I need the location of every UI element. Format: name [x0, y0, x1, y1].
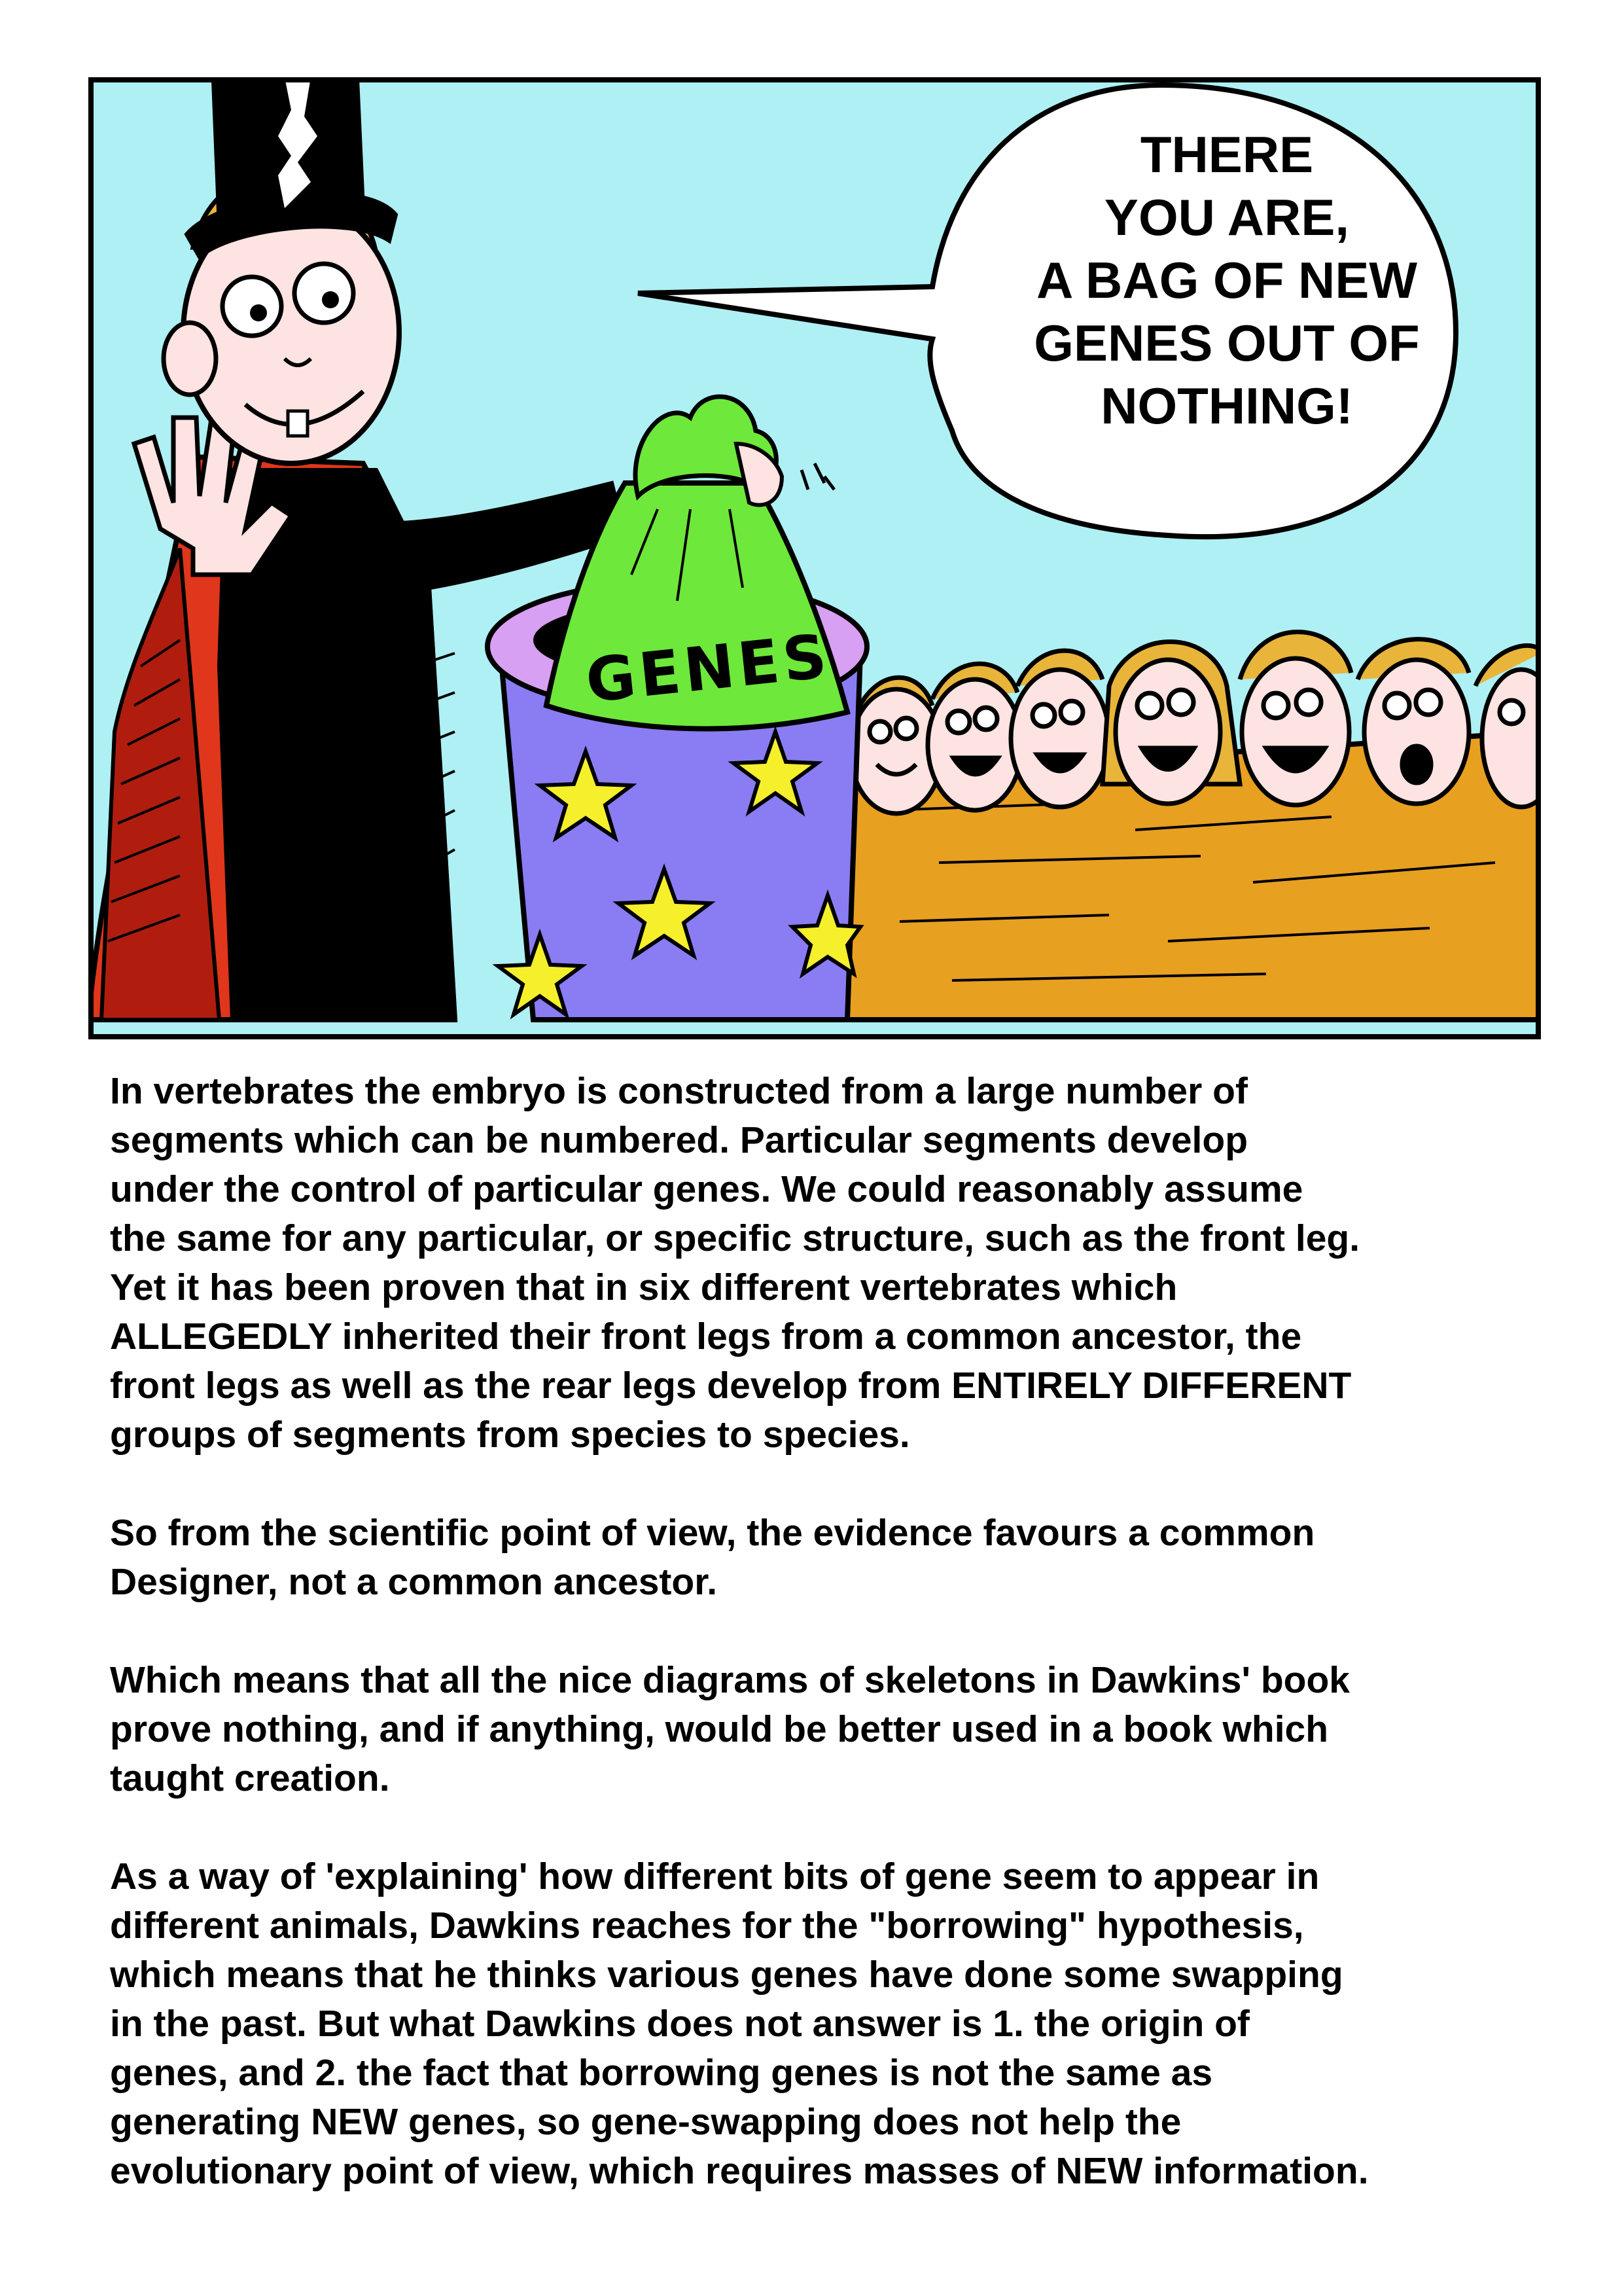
audience-face: [1240, 632, 1351, 806]
text-line: As a way of 'explaining' how different bits of gene seem to appear in: [110, 1856, 1320, 1897]
text-line: So from the scientific point of view, the evidence favours a common: [110, 1512, 1315, 1554]
text-line: Yet it has been proven that in six different vertebrates which: [110, 1266, 1178, 1308]
speech-line: NOTHING!: [1101, 377, 1353, 435]
text-line: prove nothing, and if anything, would be better used in a book which: [110, 1708, 1329, 1750]
text-line: generating NEW genes, so gene-swapping does not help the: [110, 2101, 1182, 2143]
text-line: evolutionary point of view, which requires masses of NEW information.: [110, 2150, 1369, 2192]
text-line: Which means that all the nice diagrams of skeletons in Dawkins' book: [110, 1659, 1350, 1701]
audience-face: [928, 664, 1022, 810]
paragraph-2: [110, 1509, 1523, 1607]
speech-line: GENES OUT OF: [1034, 314, 1420, 372]
speech-line: THERE: [1140, 126, 1314, 183]
genes-bag-label: GENES: [582, 620, 834, 717]
text-line: under the control of particular genes. We could reasonably assume: [110, 1168, 1303, 1210]
text-line: groups of segments from species to species.: [110, 1414, 910, 1456]
text-line: front legs as well as the rear legs develop from ENTIRELY DIFFERENT: [110, 1365, 1352, 1407]
paragraph-1: [110, 1067, 1523, 1460]
text-line: which means that he thinks various genes have done some swapping: [110, 1954, 1343, 1996]
speech-bubble-text: [965, 123, 1489, 437]
text-line: the same for any particular, or specific structure, such as the front leg.: [110, 1217, 1360, 1259]
text-line: genes, and 2. the fact that borrowing genes is not the same as: [110, 2052, 1213, 2094]
text-line: segments which can be numbered. Particular segments develop: [110, 1119, 1248, 1161]
audience-face: [1103, 642, 1240, 804]
speech-line: YOU ARE,: [1104, 188, 1350, 246]
body-text: [110, 1067, 1523, 2245]
paragraph-4: [110, 1852, 1523, 2196]
text-line: in the past. But what Dawkins does not answer is 1. the origin of: [110, 2003, 1250, 2045]
text-line: In vertebrates the embryo is constructed from a large number of: [110, 1070, 1248, 1112]
text-line: Designer, not a common ancestor.: [110, 1561, 718, 1603]
comic-panel: [88, 77, 1541, 1039]
text-line: different animals, Dawkins reaches for the "borrowing" hypothesis,: [110, 1905, 1304, 1946]
paragraph-3: [110, 1656, 1523, 1803]
audience-face: [1011, 651, 1109, 807]
text-line: ALLEGEDLY inherited their front legs from a common ancestor, the: [110, 1316, 1302, 1357]
text-line: taught creation.: [110, 1757, 390, 1799]
speech-line: A BAG OF NEW: [1036, 251, 1418, 309]
